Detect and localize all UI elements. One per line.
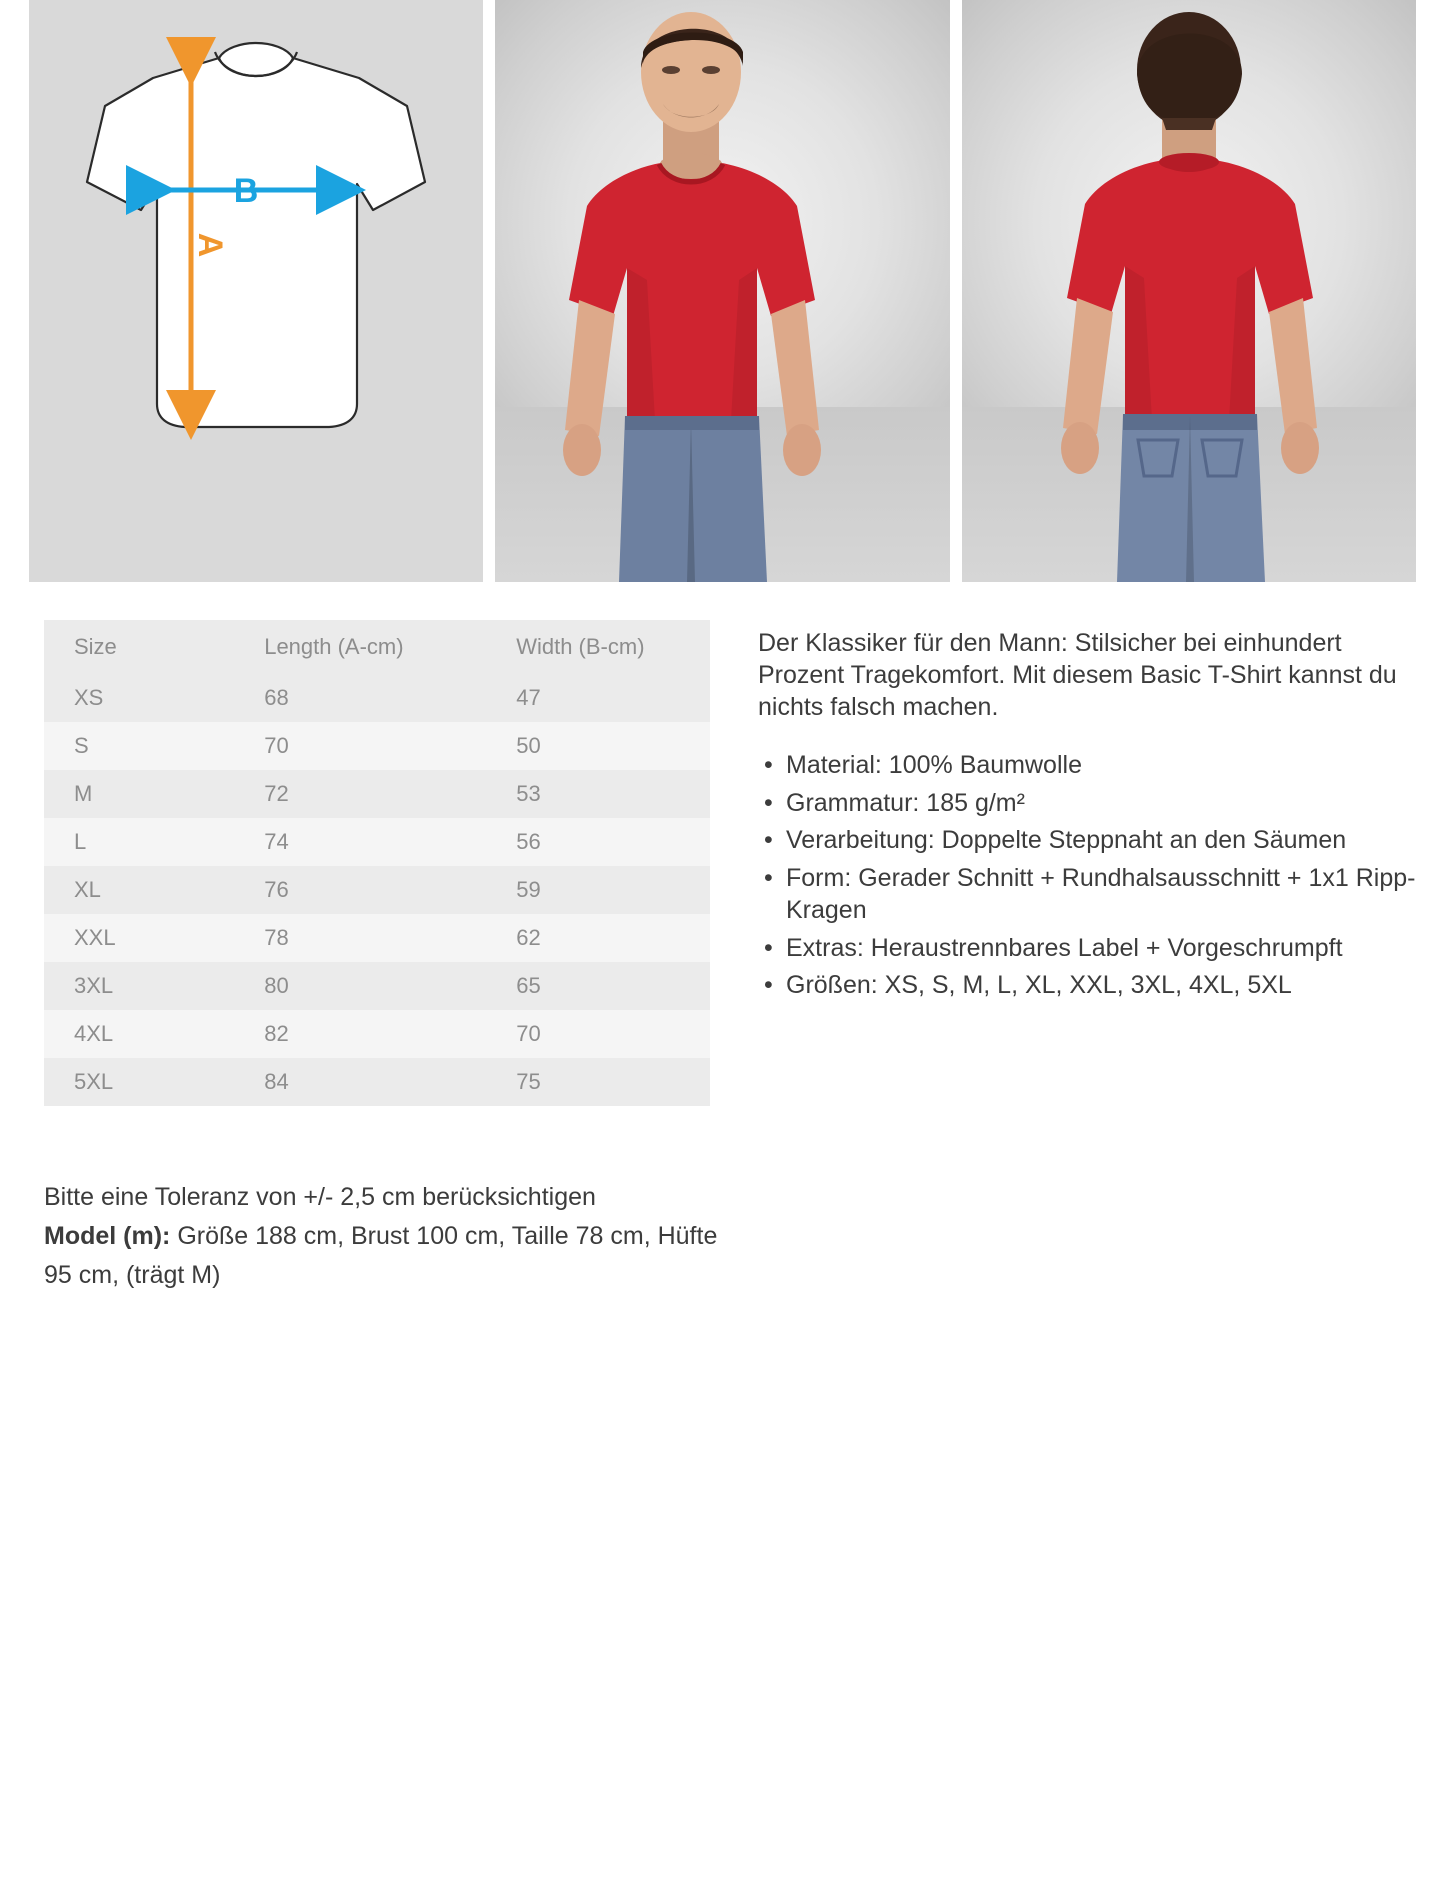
list-item: • Größen: XS, S, M, L, XL, XXL, 3XL, 4XL, 5XL (758, 969, 1418, 1002)
feature-list (758, 749, 1418, 1002)
cell-length: 84 (234, 1058, 486, 1106)
table-row (44, 866, 710, 914)
cell-size: S (44, 722, 234, 770)
model-front-figure-icon (495, 0, 949, 582)
table-row (44, 722, 710, 770)
table-row (44, 1010, 710, 1058)
cell-width: 59 (486, 866, 710, 914)
table-header-row (44, 620, 710, 674)
svg-text:A: A (191, 232, 229, 258)
size-table-head (44, 620, 710, 674)
cell-size: M (44, 770, 234, 818)
header-width: Width (B-cm) (486, 620, 710, 674)
cell-width: 65 (486, 962, 710, 1010)
model-measurements: Größe 188 cm, Brust 100 cm, Taille 78 cm, Hüfte 95 cm, (trägt M) (44, 1221, 718, 1289)
cell-size: 5XL (44, 1058, 234, 1106)
cell-size: 4XL (44, 1010, 234, 1058)
cell-length: 82 (234, 1010, 486, 1058)
table-row (44, 770, 710, 818)
model-front-photo (495, 0, 949, 582)
list-item: • Grammatur: 185 g/m² (758, 787, 1418, 820)
cell-length: 70 (234, 722, 486, 770)
product-description (758, 627, 1418, 1007)
description-intro: Der Klassiker für den Mann: Stilsicher bei einhundert Prozent Tragekomfort. Mit diesem Basic T-Shirt kannst du nichts falsch machen. (758, 629, 1397, 721)
cell-length: 72 (234, 770, 486, 818)
cell-length: 76 (234, 866, 486, 914)
cell-size: L (44, 818, 234, 866)
product-image-strip (29, 0, 1416, 582)
cell-size: XL (44, 866, 234, 914)
cell-width: 47 (486, 674, 710, 722)
model-label: Model (m): (44, 1221, 171, 1250)
size-table-body (44, 674, 710, 1106)
size-table (44, 620, 710, 1106)
header-size: Size (44, 620, 234, 674)
cell-length: 68 (234, 674, 486, 722)
measurement-diagram-panel (29, 0, 483, 582)
cell-width: 70 (486, 1010, 710, 1058)
list-item: • Form: Gerader Schnitt + Rundhalsausschnitt + 1x1 Ripp-Kragen (758, 862, 1418, 927)
cell-width: 56 (486, 818, 710, 866)
cell-width: 53 (486, 770, 710, 818)
cell-size: 3XL (44, 962, 234, 1010)
table-row (44, 818, 710, 866)
list-item: • Verarbeitung: Doppelte Steppnaht an den Säumen (758, 824, 1418, 857)
list-item: • Extras: Heraustrennbares Label + Vorgeschrumpft (758, 932, 1418, 965)
cell-length: 78 (234, 914, 486, 962)
cell-size: XS (44, 674, 234, 722)
table-row (44, 962, 710, 1010)
cell-size: XXL (44, 914, 234, 962)
table-row (44, 674, 710, 722)
table-row (44, 914, 710, 962)
model-back-photo (962, 0, 1416, 582)
tshirt-diagram-icon (29, 0, 483, 582)
cell-width: 75 (486, 1058, 710, 1106)
list-item: • Material: 100% Baumwolle (758, 749, 1418, 782)
cell-width: 62 (486, 914, 710, 962)
svg-text:B: B (233, 172, 259, 210)
cell-length: 80 (234, 962, 486, 1010)
tolerance-text: Bitte eine Toleranz von +/- 2,5 cm berücksichtigen (44, 1183, 596, 1211)
size-note (44, 1178, 744, 1294)
header-length: Length (A-cm) (234, 620, 486, 674)
table-row (44, 1058, 710, 1106)
cell-length: 74 (234, 818, 486, 866)
model-back-figure-icon (962, 0, 1416, 582)
model-info (44, 1217, 744, 1295)
cell-width: 50 (486, 722, 710, 770)
